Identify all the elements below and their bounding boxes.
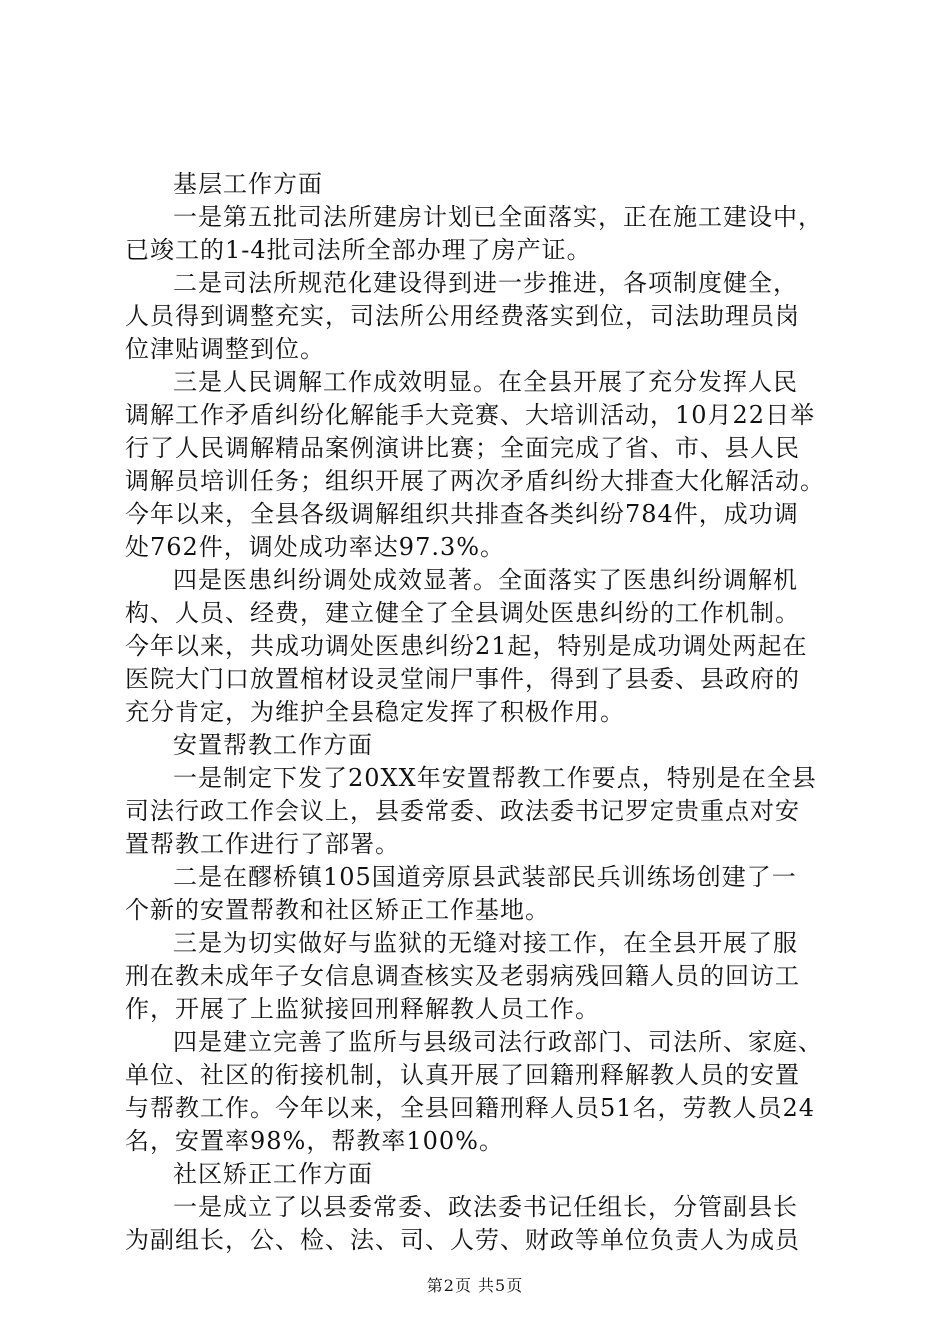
paragraph-line: 三是人民调解工作成效明显。在全县开展了充分发挥人民 (173, 368, 798, 396)
paragraph-line: 今年以来，全县各级调解组织共排查各类纠纷784件，成功调 (125, 500, 799, 528)
paragraph-line: 人员得到调整充实，司法所公用经费落实到位，司法助理员岗 (125, 302, 800, 330)
paragraph-line: 构、人员、经费，建立健全了全县调处医患纠纷的工作机制。 (125, 599, 800, 627)
paragraph-line: 调解工作矛盾纠纷化解能手大竞赛、大培训活动，10月22日举 (125, 401, 816, 429)
paragraph-line: 行了人民调解精品案例演讲比赛；全面完成了省、市、县人民 (125, 434, 800, 462)
paragraph-line: 一是成立了以县委常委、政法委书记任组长，分管副县长 (173, 1193, 798, 1221)
paragraph-line: 二是在醪桥镇105国道旁原县武装部民兵训练场创建了一 (173, 863, 797, 891)
paragraph-line: 已竣工的1-4批司法所全部办理了房产证。 (125, 236, 592, 264)
paragraph (125, 201, 830, 267)
paragraph-line: 处762件，调处成功率达97.3%。 (125, 533, 506, 561)
paragraph (125, 267, 830, 366)
paragraph-line: 四是建立完善了监所与县级司法行政部门、司法所、家庭、 (173, 1028, 823, 1056)
paragraph-line: 为副组长，公、检、法、司、人劳、财政等单位负责人为成员 (125, 1226, 800, 1254)
paragraph-line: 三是为切实做好与监狱的无缝对接工作，在全县开展了服 (173, 929, 798, 957)
paragraph-line: 置帮教工作进行了部署。 (125, 830, 400, 858)
section-resettlement-work (125, 729, 830, 1158)
document-body (125, 168, 830, 1257)
paragraph (125, 564, 830, 729)
paragraph-line: 名，安置率98%，帮教率100%。 (125, 1127, 504, 1155)
section-heading: 基层工作方面 (173, 170, 323, 198)
paragraph-line: 司法行政工作会议上，县委常委、政法委书记罗定贵重点对安 (125, 797, 800, 825)
paragraph (125, 1026, 830, 1158)
paragraph-line: 调解员培训任务；组织开展了两次矛盾纠纷大排查大化解活动。 (125, 467, 825, 495)
paragraph-line: 刑在教未成年子女信息调查核实及老弱病残回籍人员的回访工 (125, 962, 800, 990)
paragraph-line: 个新的安置帮教和社区矫正工作基地。 (125, 896, 550, 924)
paragraph (125, 366, 830, 564)
section-grassroots-work (125, 168, 830, 729)
paragraph-line: 一是第五批司法所建房计划已全面落实，正在施工建设中， (173, 203, 823, 231)
paragraph-line: 二是司法所规范化建设得到进一步推进，各项制度健全， (173, 269, 798, 297)
paragraph (125, 861, 830, 927)
paragraph-line: 作，开展了上监狱接回刑释解教人员工作。 (125, 995, 600, 1023)
section-heading: 安置帮教工作方面 (173, 731, 373, 759)
paragraph-line: 今年以来，共成功调处医患纠纷21起，特别是成功调处两起在 (125, 632, 808, 660)
paragraph-line: 位津贴调整到位。 (125, 335, 325, 363)
section-heading: 社区矫正工作方面 (173, 1160, 373, 1188)
paragraph (125, 1191, 830, 1257)
paragraph (125, 927, 830, 1026)
paragraph (125, 762, 830, 861)
paragraph-line: 四是医患纠纷调处成效显著。全面落实了医患纠纷调解机 (173, 566, 798, 594)
page-footer: 第2页 共5页 (426, 1276, 524, 1295)
paragraph-line: 与帮教工作。今年以来，全县回籍刑释人员51名，劳教人员24 (125, 1094, 816, 1122)
paragraph-line: 医院大门口放置棺材设灵堂闹尸事件，得到了县委、县政府的 (125, 665, 800, 693)
paragraph-line: 单位、社区的衔接机制，认真开展了回籍刑释解教人员的安置 (125, 1061, 800, 1089)
paragraph-line: 一是制定下发了20XX年安置帮教工作要点，特别是在全县 (173, 764, 817, 792)
section-community-correction-work (125, 1158, 830, 1257)
paragraph-line: 充分肯定，为维护全县稳定发挥了积极作用。 (125, 698, 625, 726)
